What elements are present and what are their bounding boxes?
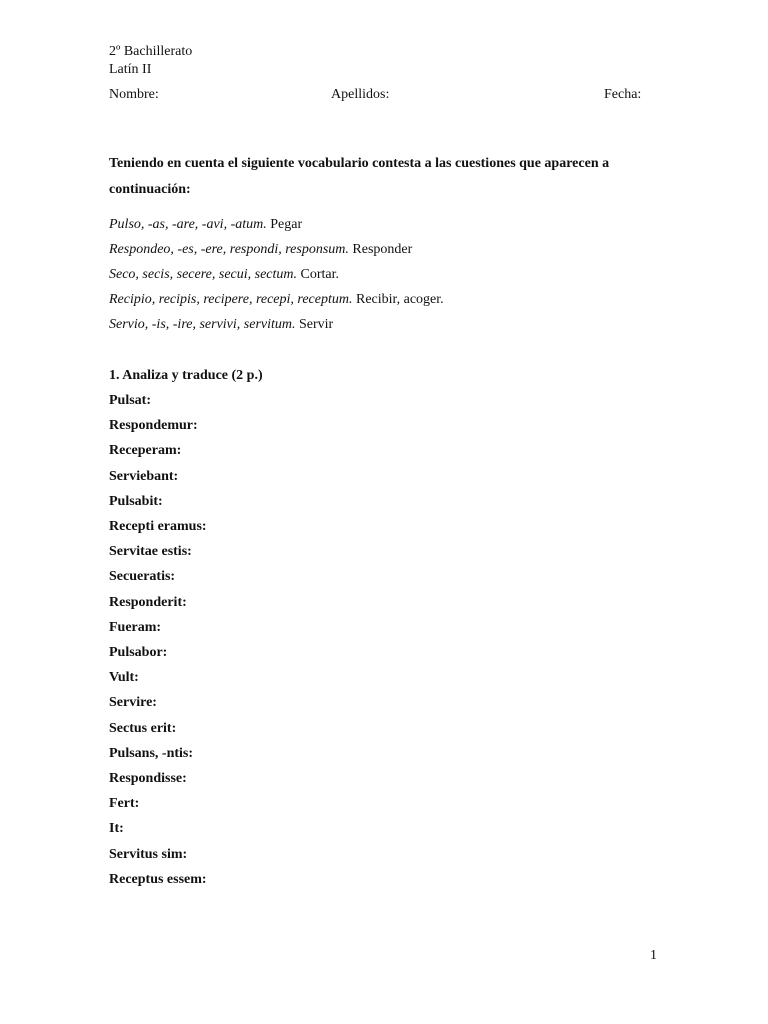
vocab-latin: Seco, secis, secere, secui, sectum. <box>109 267 298 282</box>
question-item: Respondisse: <box>109 771 187 786</box>
question-item: Respondemur: <box>109 418 198 433</box>
section-1-title: 1. Analiza y traduce (2 p.) <box>109 368 263 383</box>
vocab-entry <box>109 291 444 309</box>
vocab-entry <box>109 216 302 234</box>
vocab-latin: Recipio, recipis, recipere, recepi, receptum. <box>109 292 353 307</box>
question-item: Responderit: <box>109 595 187 610</box>
vocab-meaning: Pegar <box>270 217 303 232</box>
subject-label: Latín II <box>109 62 152 77</box>
vocab-latin: Respondeo, -es, -ere, respondi, responsum. <box>109 242 349 257</box>
question-item: Receptus essem: <box>109 872 207 887</box>
question-item: Fert: <box>109 796 140 811</box>
question-item: Vult: <box>109 670 139 685</box>
question-item: It: <box>109 821 124 836</box>
question-item: Fueram: <box>109 620 162 635</box>
vocab-meaning: Cortar. <box>300 267 340 282</box>
instruction-text: Teniendo en cuenta el siguiente vocabulario contesta a las cuestiones que aparecen a continuación: <box>109 156 610 197</box>
question-item: Pulsat: <box>109 393 151 408</box>
question-item: Sectus erit: <box>109 721 177 736</box>
vocab-meaning: Servir <box>299 317 334 332</box>
vocab-entry <box>109 266 339 284</box>
vocab-latin: Servio, -is, -ire, servivi, servitum. <box>109 317 296 332</box>
vocab-entry <box>109 316 333 334</box>
vocab-meaning: Recibir, acoger. <box>355 292 444 307</box>
question-item: Pulsabor: <box>109 645 168 660</box>
fecha-field-label: Fecha: <box>604 87 642 102</box>
question-item: Pulsans, -ntis: <box>109 746 194 761</box>
vocab-latin: Pulso, -as, -are, -avi, -atum. <box>109 217 267 232</box>
question-item: Servire: <box>109 695 157 710</box>
question-item: Secueratis: <box>109 569 176 584</box>
question-item: Receperam: <box>109 443 182 458</box>
question-item: Servitae estis: <box>109 544 192 559</box>
vocab-meaning: Responder <box>352 242 413 257</box>
vocab-entry <box>109 241 412 259</box>
question-item: Pulsabit: <box>109 494 163 509</box>
question-item: Servitus sim: <box>109 847 188 862</box>
page-number: 1 <box>650 948 657 963</box>
question-item: Recepti eramus: <box>109 519 207 534</box>
nombre-field-label: Nombre: <box>109 87 159 102</box>
question-item: Serviebant: <box>109 469 179 484</box>
course-label: 2º Bachillerato <box>109 44 193 59</box>
apellidos-field-label: Apellidos: <box>331 87 390 102</box>
